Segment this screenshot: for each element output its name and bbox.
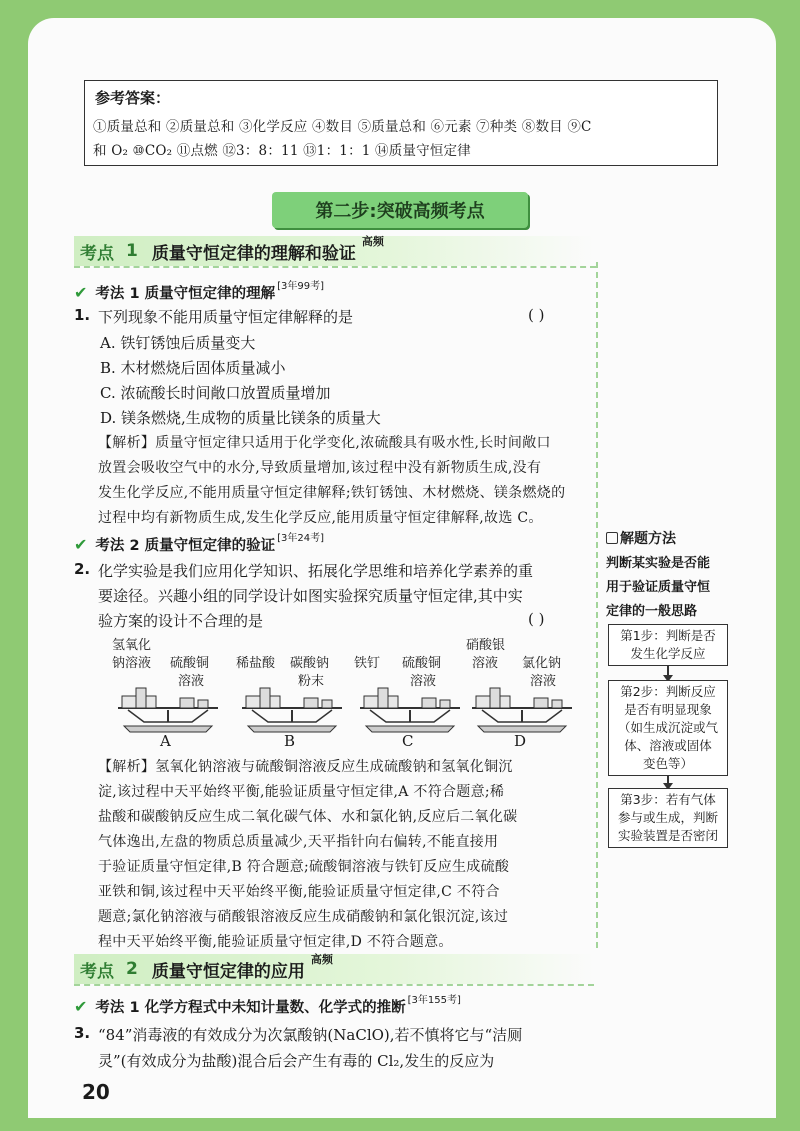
analysis-line: 淀,该过程中天平始终平衡,能验证质量守恒定律,A 不符合题意;稀 — [98, 784, 505, 800]
option-c: C. 浓硫酸长时间敞口放置质量增加 — [100, 384, 331, 402]
balance-icon — [108, 686, 228, 734]
kaodian-1-header — [74, 236, 594, 266]
step-line: 变色等） — [642, 756, 693, 771]
step-line: （如生成沉淀或气 — [617, 720, 718, 735]
analysis-line: 放置会吸收空气中的水分,导致质量增加,该过程中没有新物质生成,没有 — [98, 460, 542, 476]
analysis-line: 于验证质量守恒定律,B 符合题意;硫酸铜溶液与铁钉反应生成硫酸 — [98, 859, 510, 875]
experiment-figure-b — [232, 634, 352, 752]
question-line: “84”消毒液的有效成分为次氯酸钠(NaClO),若不慎将它与“洁厕 — [98, 1026, 523, 1044]
experiment-figure-d — [462, 634, 582, 752]
left-label: 氢氧化 — [112, 638, 152, 653]
figure-letter: A — [160, 732, 171, 750]
kaodian-tag: 考点 — [80, 961, 114, 982]
kaodian-title: 质量守恒定律的理解和验证 — [151, 243, 356, 264]
right-label: 溶液 — [410, 674, 437, 689]
section-banner: 第二步:突破高频考点 — [272, 192, 528, 228]
method-title-text: 解题方法 — [620, 531, 676, 547]
kaodian-number: 1 — [126, 241, 138, 261]
balance-icon — [350, 686, 470, 734]
exam-count: [3年99考] — [277, 281, 324, 292]
question-stem-line: 验方案的设计不合理的是 — [98, 612, 264, 630]
step-line: 第1步：判断是否 — [620, 628, 716, 643]
option-a: A. 铁钉锈蚀后质量变大 — [100, 334, 256, 352]
left-label: 稀盐酸 — [236, 656, 276, 671]
step-line: 参与或生成，判断 — [617, 810, 718, 825]
frequency-badge: 高频 — [310, 953, 333, 966]
step-3-box — [608, 788, 728, 848]
balance-icon — [232, 686, 352, 734]
right-label: 氯化钠 — [522, 656, 562, 671]
kaofa-label: 考法 1 化学方程式中未知计量数、化学式的推断 — [95, 1000, 406, 1016]
divider — [74, 266, 596, 268]
kaofa-1 — [74, 282, 324, 303]
method-title — [606, 528, 676, 548]
right-label: 硫酸铜 — [402, 656, 442, 671]
kaofa-label: 考法 2 质量守恒定律的验证 — [95, 538, 276, 554]
exam-count: [3年24考] — [277, 533, 324, 544]
method-intro-line: 判断某实验是否能 — [606, 556, 711, 571]
kaodian-title: 质量守恒定律的应用 — [151, 961, 305, 982]
step-line: 实验装置是否密闭 — [617, 828, 718, 843]
right-label: 溶液 — [178, 674, 205, 689]
step-line: 第2步：判断反应 — [620, 684, 716, 699]
check-icon: ✔ — [74, 997, 88, 1016]
step-line: 体、溶液或固体 — [624, 738, 712, 753]
reference-answer-box — [84, 80, 718, 166]
analysis-line: 【解析】氢氧化钠溶液与硫酸铜溶液反应生成硫酸钠和氢氧化铜沉 — [98, 759, 513, 775]
answer-paren: ( ) — [528, 306, 545, 324]
step-line: 第3步：若有气体 — [620, 792, 716, 807]
balance-icon — [462, 686, 582, 734]
left-label: 溶液 — [472, 656, 499, 671]
left-label: 铁钉 — [354, 656, 381, 671]
option-d: D. 镁条燃烧,生成物的质量比镁条的质量大 — [100, 409, 381, 427]
divider — [74, 984, 594, 986]
right-label: 碳酸钠 — [290, 656, 330, 671]
kaofa-label: 考法 1 质量守恒定律的理解 — [95, 286, 276, 302]
question-number: 3. — [74, 1024, 91, 1042]
check-icon: ✔ — [74, 283, 88, 302]
right-label: 粉末 — [298, 674, 325, 689]
answer-line-2: 和 O₂ ⑩CO₂ ⑪点燃 ⑫3：8：11 ⑬1：1：1 ⑭质量守恒定律 — [93, 143, 471, 159]
kaodian-number: 2 — [126, 959, 138, 979]
answer-title: 参考答案： — [95, 89, 171, 107]
frequency-badge: 高频 — [361, 235, 384, 248]
kaodian-tag: 考点 — [80, 243, 114, 264]
step-line: 发生化学反应 — [630, 646, 706, 661]
analysis-line: 发生化学反应,不能用质量守恒定律解释;铁钉锈蚀、木材燃烧、镁条燃烧的 — [98, 485, 566, 501]
left-label: 钠溶液 — [112, 656, 152, 671]
page-number: 20 — [82, 1080, 110, 1104]
question-stem-line: 化学实验是我们应用化学知识、拓展化学思维和培养化学素养的重 — [98, 562, 534, 580]
analysis-line: 【解析】质量守恒定律只适用于化学变化,浓硫酸具有吸水性,长时间敞口 — [98, 435, 551, 451]
left-label: 硝酸银 — [466, 638, 506, 653]
method-intro-line: 用于验证质量守恒 — [606, 580, 711, 595]
analysis-line: 亚铁和铜,该过程中天平始终平衡,能验证质量守恒定律,C 不符合 — [98, 884, 500, 900]
method-intro-line: 定律的一般思路 — [606, 604, 698, 619]
question-line: 灵”(有效成分为盐酸)混合后会产生有毒的 Cl₂,发生的反应为 — [98, 1052, 495, 1070]
check-icon: ✔ — [74, 535, 88, 554]
step-1-box — [608, 624, 728, 666]
right-label: 溶液 — [530, 674, 557, 689]
question-number: 2. — [74, 560, 91, 578]
analysis-line: 气体逸出,左盘的物质总质量减少,天平指针向右偏转,不能直接用 — [98, 834, 499, 850]
step-line: 是否有明显现象 — [624, 702, 712, 717]
kaodian-2-header — [74, 954, 594, 984]
question-number: 1. — [74, 306, 91, 324]
question-stem: 下列现象不能用质量守恒定律解释的是 — [98, 308, 354, 326]
kaofa-3 — [74, 996, 461, 1017]
question-stem-line: 要途径。兴趣小组的同学设计如图实验探究质量守恒定律,其中实 — [98, 587, 523, 605]
analysis-line: 题意;氯化钠溶液与硝酸银溶液反应生成硝酸钠和氯化银沉淀,该过 — [98, 909, 509, 925]
kaofa-2 — [74, 534, 324, 555]
analysis-line: 盐酸和碳酸钠反应生成二氧化碳气体、水和氯化钠,反应后二氧化碳 — [98, 809, 518, 825]
analysis-line: 程中天平始终平衡,能验证质量守恒定律,D 不符合题意。 — [98, 934, 453, 950]
column-divider — [596, 262, 598, 948]
answer-paren: ( ) — [528, 610, 545, 628]
right-label: 硫酸铜 — [170, 656, 210, 671]
experiment-figure-a — [108, 634, 228, 752]
arrow-down-icon — [667, 776, 669, 784]
figure-letter: D — [514, 732, 527, 750]
answer-line-1: ①质量总和 ②质量总和 ③化学反应 ④数目 ⑤质量总和 ⑥元素 ⑦种类 ⑧数目 ⑨C — [93, 119, 592, 135]
analysis-line: 过程中均有新物质生成,发生化学反应,能用质量守恒定律解释,故选 C。 — [98, 510, 543, 526]
step-2-box — [608, 680, 728, 776]
figure-letter: B — [284, 732, 296, 750]
option-b: B. 木材燃烧后固体质量减小 — [100, 359, 286, 377]
square-icon — [606, 532, 618, 544]
experiment-figure-c — [350, 634, 470, 752]
exam-count: [3年155考] — [407, 995, 461, 1006]
figure-letter: C — [402, 732, 414, 750]
arrow-down-icon — [667, 666, 669, 676]
